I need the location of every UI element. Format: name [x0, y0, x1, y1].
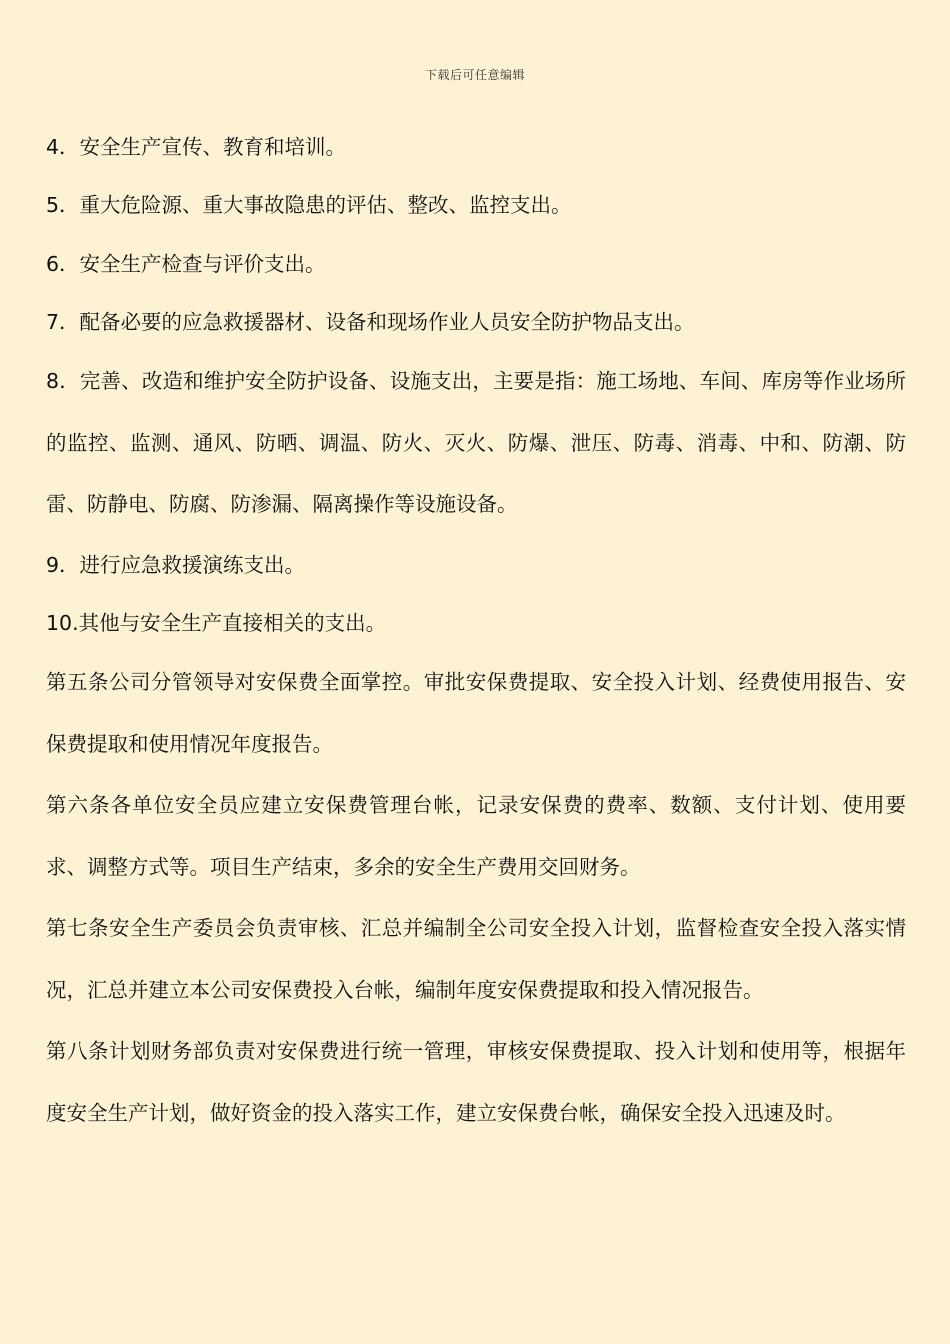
page-header: 下载后可任意编辑: [424, 68, 525, 82]
list-item-10: 10.其他与安全生产直接相关的支出。: [46, 610, 387, 635]
list-item-8: 8．完善、改造和维护安全防护设备、设施支出，主要是指：施工场地、车间、库房等作业场所的监控、监测、通风、防晒、调温、防火、灭火、防爆、泄压、防毒、消毒、中和、防潮、防雷、防静电、防腐、防渗漏、隔离操作等设施设备。: [46, 369, 906, 517]
list-item-6: 6．安全生产检查与评价支出。: [46, 251, 326, 276]
document-body: [46, 118, 906, 1144]
list-item-9: 9．进行应急救援演练支出。: [46, 552, 306, 577]
article-5: 第五条公司分管领导对安保费全面掌控。审批安保费提取、安全投入计划、经费使用报告、安保费提取和使用情况年度报告。: [46, 670, 906, 756]
list-item-4: 4．安全生产宣传、教育和培训。: [46, 135, 347, 159]
article-7: 第七条安全生产委员会负责审核、汇总并编制全公司安全投入计划，监督检查安全投入落实情况，汇总并建立本公司安保费投入台帐，编制年度安保费提取和投入情况报告。: [46, 916, 906, 1002]
list-item-5: 5．重大危险源、重大事故隐患的评估、整改、监控支出。: [46, 193, 572, 218]
article-6: 第六条各单位安全员应建立安保费管理台帐，记录安保费的费率、数额、支付计划、使用要求、调整方式等。项目生产结束，多余的安全生产费用交回财务。: [46, 793, 906, 879]
list-item-7: 7．配备必要的应急救援器材、设备和现场作业人员安全防护物品支出。: [46, 309, 695, 334]
article-8: 第八条计划财务部负责对安保费进行统一管理，审核安保费提取、投入计划和使用等，根据年度安全生产计划，做好资金的投入落实工作，建立安保费台帐，确保安全投入迅速及时。: [46, 1039, 906, 1125]
